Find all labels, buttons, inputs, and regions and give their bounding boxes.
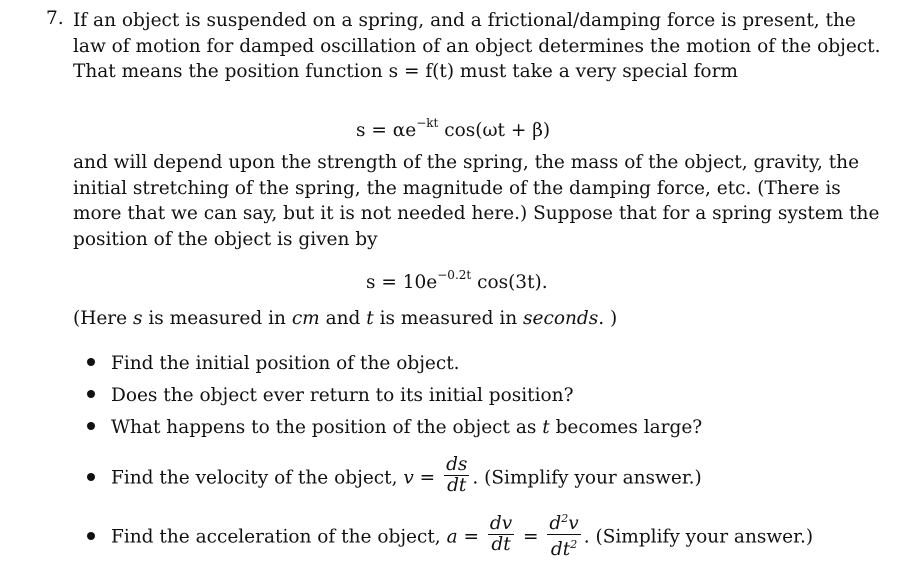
list-item [87, 385, 573, 406]
list-item-text: What happens to the position of the object as [111, 417, 543, 438]
general-equation-lhs: s = αe [356, 120, 417, 141]
list-item [87, 353, 460, 374]
specific-equation-rhs: cos(3t). [471, 272, 548, 293]
middle-line-4: position of the object is given by [73, 228, 378, 250]
middle-paragraph [73, 150, 880, 252]
bullet-icon [87, 390, 95, 398]
units-note-var-t: t [366, 308, 374, 329]
math-var-v: v [403, 467, 414, 489]
general-equation [356, 116, 550, 141]
units-note-seconds: seconds [523, 308, 599, 329]
fraction-denominator [547, 534, 580, 560]
math-equals: = [413, 467, 442, 489]
units-note [73, 308, 617, 329]
fraction-numerator [547, 509, 580, 534]
math-equals: = [457, 526, 485, 548]
units-note-text: (Here [73, 308, 133, 329]
specific-equation [366, 268, 548, 293]
list-item [87, 417, 702, 438]
velocity-fraction [444, 455, 469, 496]
math-var-a: a [446, 526, 458, 548]
units-note-cm: cm [291, 308, 320, 329]
units-note-text: is measured in [373, 308, 524, 329]
bullet-icon [87, 422, 95, 430]
denominator-exponent: 2 [570, 538, 578, 551]
intro-line-2: law of motion for damped oscillation of an object determines the motion of the object. [73, 35, 881, 57]
general-equation-exponent: −kt [416, 116, 439, 130]
units-note-var-s: s [132, 308, 143, 329]
list-item [87, 454, 702, 499]
list-item-text: Find the velocity of the object, [111, 467, 404, 489]
intro-line-1: If an object is suspended on a spring, and a frictional/damping force is present, the [73, 10, 856, 31]
units-note-text: is measured in [142, 308, 292, 329]
intro-line-3: That means the position function s = f(t) must take a very special form [73, 61, 738, 82]
list-item-text: becomes large? [549, 417, 703, 438]
middle-line-2: initial stretching of the spring, the magnitude of the damping force, etc. (There is [73, 177, 841, 199]
fraction-numerator: ds [446, 454, 468, 475]
first-derivative-fraction [488, 514, 514, 555]
specific-equation-lhs: s = 10e [366, 272, 438, 293]
list-item-text: . (Simplify your answer.) [472, 467, 702, 489]
list-item-text: Does the object ever return to its initial position? [111, 385, 574, 406]
denominator-dt: dt [550, 539, 571, 560]
math-var-t: t [542, 417, 550, 438]
second-derivative-fraction [547, 509, 580, 560]
list-item-text: . (Simplify your answer.) [583, 526, 814, 548]
numerator-exponent: 2 [561, 512, 569, 525]
numerator-d: d [549, 513, 562, 534]
middle-line-1: and will depend upon the strength of the spring, the mass of the object, gravity, the [73, 152, 860, 173]
fraction-denominator: dt [488, 534, 514, 555]
intro-paragraph [73, 8, 881, 85]
bullet-icon [87, 532, 95, 540]
numerator-v: v [568, 513, 579, 534]
list-item-text: Find the initial position of the object. [111, 353, 460, 374]
problem-number: 7. [46, 8, 64, 29]
fraction-numerator: dv [489, 513, 513, 534]
specific-equation-exponent: −0.2t [437, 268, 472, 282]
bullet-icon [87, 358, 95, 366]
fraction-denominator: dt [444, 475, 469, 496]
middle-line-3: more that we can say, but it is not needed here.) Suppose that for a spring system the [73, 203, 880, 224]
general-equation-rhs: cos(ωt + β) [438, 120, 551, 141]
bullet-icon [87, 473, 95, 481]
units-note-text: and [319, 308, 367, 329]
units-note-text: . ) [598, 308, 618, 329]
list-item [87, 512, 813, 563]
math-equals: = [517, 526, 545, 548]
list-item-text: Find the acceleration of the object, [111, 526, 447, 548]
